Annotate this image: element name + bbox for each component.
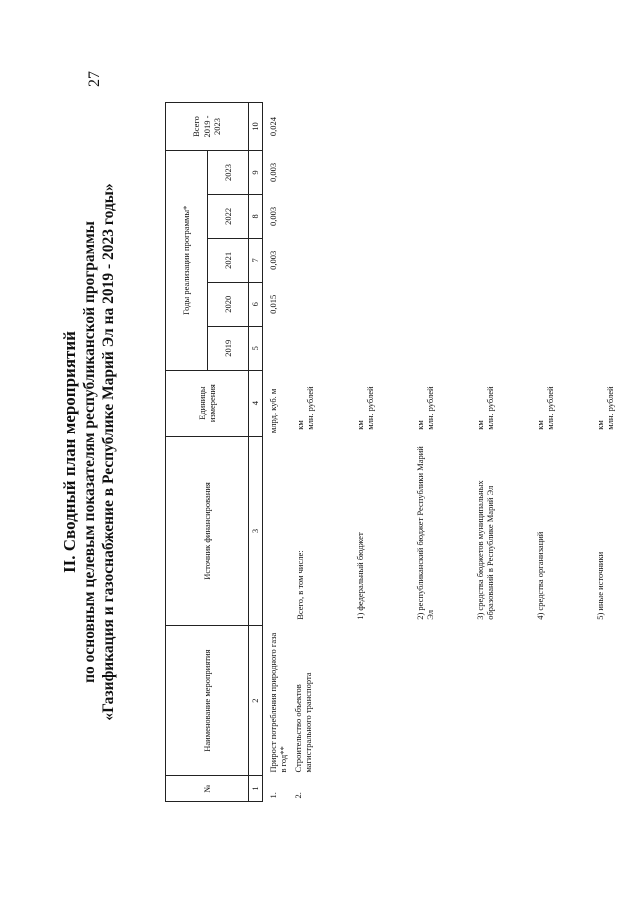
source-row xyxy=(593,106,633,623)
source-unit-km: км xyxy=(534,420,545,430)
source-unit xyxy=(473,367,533,433)
rotated-page-content xyxy=(60,42,615,862)
source-unit-km: км xyxy=(294,420,305,430)
source-label: 3) средства бюджетов муниципальных образований в Республике Марий Эл xyxy=(474,480,495,620)
title-line-2: по основным целевым показателям республиканской программы xyxy=(81,221,98,683)
header-units: Единицы измерения xyxy=(166,370,249,436)
source-row xyxy=(533,106,593,623)
source-unit-rub: млн. рублей xyxy=(365,386,375,430)
title-line-3: «Газификация и газоснабжение в Республике Марий Эл на 2019 - 2023 годы» xyxy=(100,183,117,721)
header-num: № xyxy=(166,776,249,802)
header-2021: 2021 xyxy=(207,238,249,282)
col-number: 4 xyxy=(249,370,263,436)
source-unit-rub: млн. рублей xyxy=(545,386,555,430)
source-unit-km: км xyxy=(414,420,425,430)
row-name: Строительство объектов магистрального транспорта xyxy=(292,672,313,773)
value-total: 0,024 xyxy=(267,116,278,137)
source-unit-rub: млн. рублей xyxy=(305,386,315,430)
value-2020: 0,015 xyxy=(267,294,278,314)
source-unit-km: км xyxy=(474,420,485,430)
header-total-line2: 2019 - 2023 xyxy=(201,115,223,138)
source-unit-rub: млн. рублей xyxy=(485,386,495,430)
col-number: 5 xyxy=(249,326,263,370)
header-name: Наименование мероприятия xyxy=(166,626,249,776)
col-number: 8 xyxy=(249,194,263,238)
table-row xyxy=(262,103,291,802)
value-2019 xyxy=(262,326,291,370)
source-label: 2) республиканский бюджет Республики Марий Эл xyxy=(414,446,435,620)
source-unit-rub: млн. рублей xyxy=(605,386,615,430)
header-2023: 2023 xyxy=(207,151,249,195)
title-line-1: II. Сводный план мероприятий xyxy=(60,331,79,573)
row-sources-block xyxy=(291,103,635,626)
source-row xyxy=(293,106,353,623)
table-body xyxy=(262,103,635,802)
source-unit-km: км xyxy=(594,420,605,430)
source-unit xyxy=(413,367,473,433)
source-unit xyxy=(533,367,593,433)
document-title xyxy=(60,42,118,862)
header-2019: 2019 xyxy=(207,326,249,370)
source-label: 5) иные источники xyxy=(594,551,605,620)
col-number: 2 xyxy=(249,626,263,776)
col-number: 6 xyxy=(249,282,263,326)
col-number: 9 xyxy=(249,151,263,195)
value-2022: 0,003 xyxy=(267,206,278,226)
col-number: 1 xyxy=(249,776,263,802)
row-unit: млрд. куб. м xyxy=(267,388,278,434)
source-row xyxy=(413,106,473,623)
source-unit-km: км xyxy=(354,420,365,430)
header-2020: 2020 xyxy=(207,282,249,326)
source-unit xyxy=(293,367,353,433)
col-number: 3 xyxy=(249,436,263,626)
table-header xyxy=(166,103,263,802)
table-row xyxy=(291,103,635,802)
source-unit xyxy=(593,367,633,433)
value-2021: 0,003 xyxy=(267,250,278,270)
source-label: 4) средства организаций xyxy=(534,531,545,620)
column-number-row xyxy=(249,103,263,802)
source-row xyxy=(473,106,533,623)
col-number: 7 xyxy=(249,238,263,282)
row-num: 2. xyxy=(292,792,303,799)
value-2023: 0,003 xyxy=(267,162,278,183)
page-number: 27 xyxy=(86,71,103,87)
col-number: 10 xyxy=(249,103,263,151)
header-total-line1: Всего xyxy=(191,116,202,137)
row-name: Прирост потребления природного газа в год** xyxy=(267,632,288,773)
source-unit xyxy=(353,367,413,433)
header-2022: 2022 xyxy=(207,194,249,238)
header-source: Источник финансирования xyxy=(166,436,249,626)
row-source xyxy=(262,436,291,626)
header-years-group: Годы реализации программы* xyxy=(166,151,208,371)
source-unit-rub: млн. рублей xyxy=(425,386,435,430)
sources-subtable xyxy=(293,106,633,623)
source-label: Всего, в том числе: xyxy=(294,550,305,620)
source-label: 1) федеральный бюджет xyxy=(354,532,365,620)
row-num: 1. xyxy=(267,792,278,799)
source-row xyxy=(353,106,413,623)
header-total xyxy=(166,103,249,151)
plan-table xyxy=(165,102,635,802)
